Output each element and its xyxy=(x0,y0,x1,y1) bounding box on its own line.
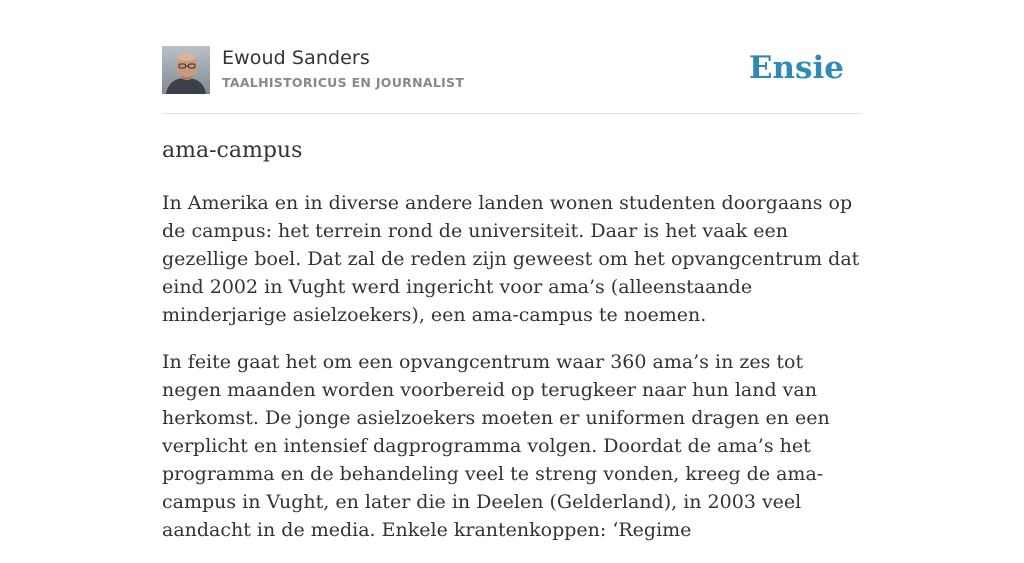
author-avatar[interactable] xyxy=(162,46,210,94)
paragraph: In Amerika en in diverse andere landen wonen studenten doorgaans op de campus: het terrein rond de universiteit. Daar is het vaak een gezellige boel. Dat zal de reden zijn geweest om het opvangcentrum dat eind 2002 in Vught werd ingericht voor ama’s (alleenstaande minderjarige asielzoekers), een ama-campus te noemen. xyxy=(162,192,860,326)
article-body xyxy=(162,189,864,563)
article-title: ama-campus xyxy=(162,138,303,163)
person-photo-icon xyxy=(162,46,210,94)
author-header xyxy=(162,46,862,96)
author-name[interactable]: Ewoud Sanders xyxy=(222,47,370,69)
header-divider xyxy=(162,113,862,114)
author-role: TAALHISTORICUS EN JOURNALIST xyxy=(222,75,465,90)
brand-logo[interactable]: Ensie xyxy=(748,50,844,86)
paragraph: In feite gaat het om een opvangcentrum waar 360 ama’s in zes tot negen maanden worden voorbereid op terugkeer naar hun land van herkomst. De jonge asielzoekers moeten er uniformen dragen en een verplicht en intensief dagprogramma volgen. Doordat de ama’s het programma en de behandeling veel te streng vonden, kreeg de ama-campus in Vught, en later die in Deelen (Gelderland), in 2003 veel aandacht in de media. Enkele krantenkoppen: ‘Regime xyxy=(162,351,830,541)
